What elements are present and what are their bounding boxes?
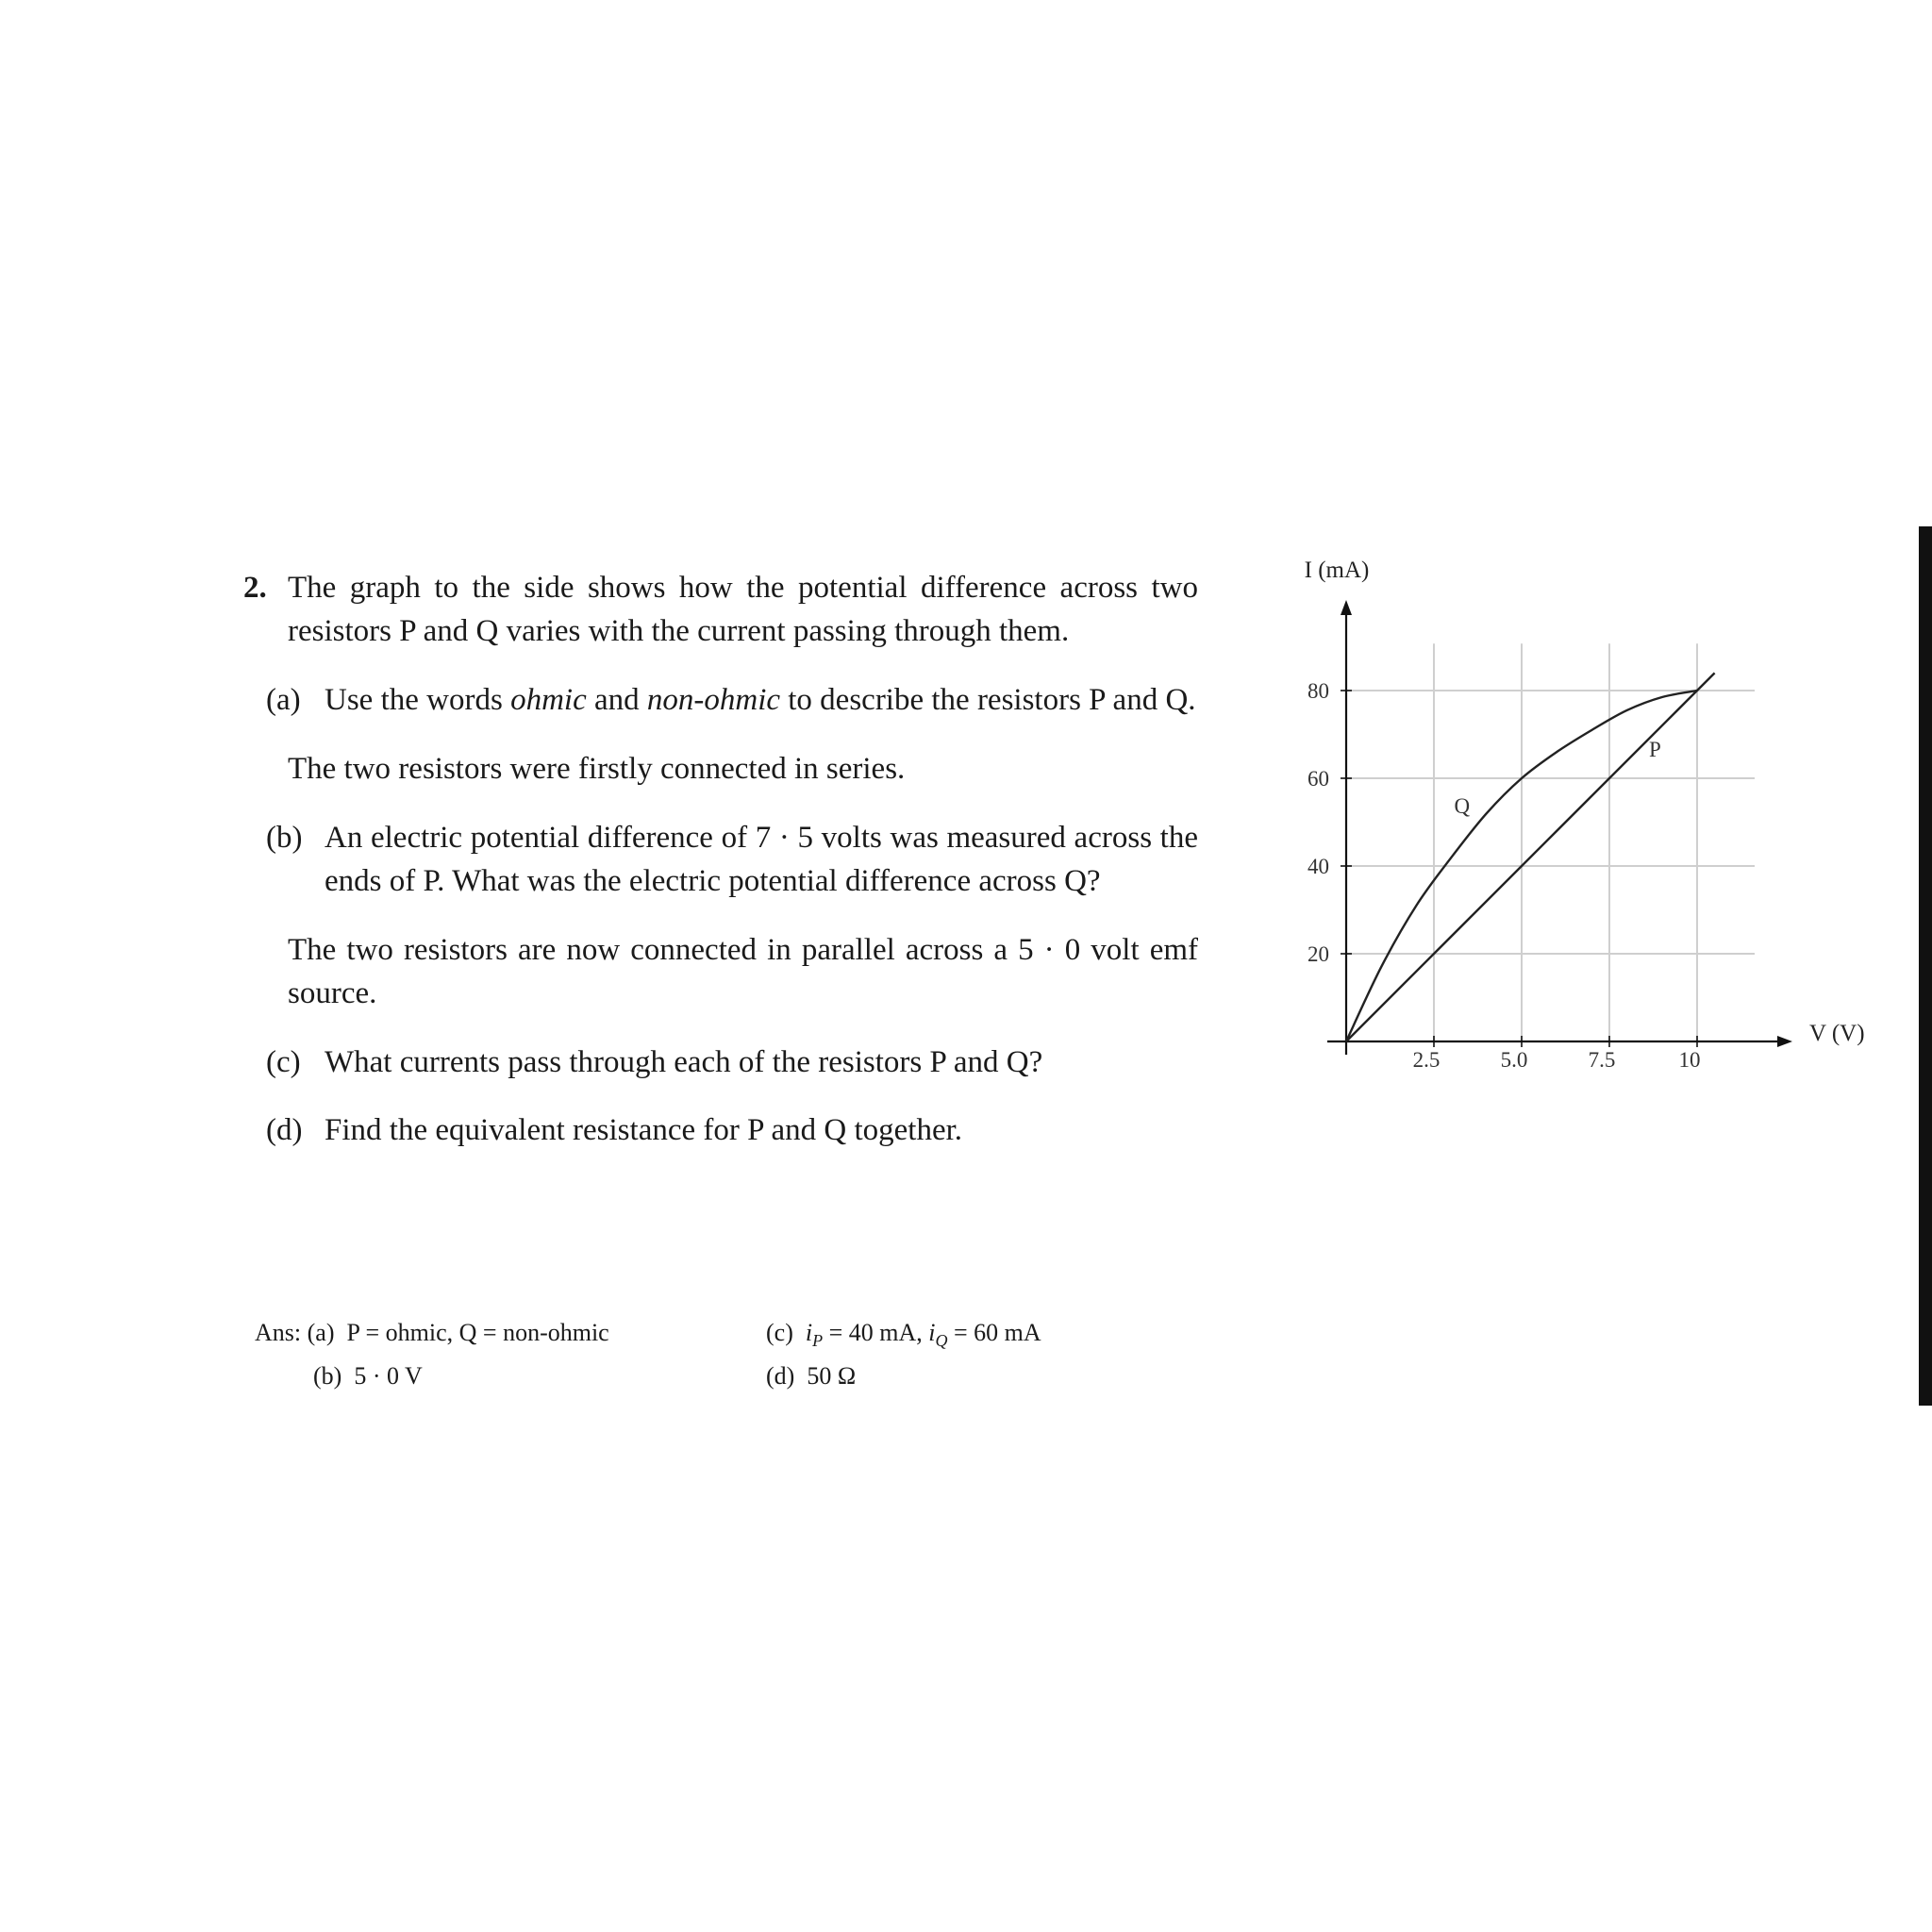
- series-line-p: [1346, 673, 1715, 1041]
- curve-label-p: P: [1648, 737, 1661, 761]
- term-ohmic: ohmic: [510, 683, 587, 717]
- y-tick-label: 60: [1307, 767, 1329, 791]
- series-statement: The two resistors were firstly connected in series.: [288, 752, 906, 786]
- x-tick-label: 7.5: [1588, 1048, 1616, 1072]
- y-tick-label: 20: [1307, 942, 1329, 966]
- y-tick-label: 40: [1307, 855, 1329, 878]
- part-b-label: (b): [266, 821, 303, 855]
- part-b-text: An electric potential difference of 7 · 5 volts was measured across the ends of P. What was the electric potential difference across Q?: [325, 821, 1198, 898]
- term-non-ohmic: non-ohmic: [646, 683, 781, 717]
- question-number: 2.: [243, 571, 267, 605]
- iv-graph: [1255, 547, 1877, 1094]
- curve-label-q: Q: [1454, 794, 1471, 819]
- answer-b: (b) 5 · 0 V: [313, 1362, 423, 1390]
- part-b: [266, 816, 1198, 903]
- y-tick-label: 80: [1307, 679, 1329, 703]
- answer-c: (c) $i_P = 40$ mA, $i_Q = 60$ mA: [766, 1319, 1041, 1351]
- answers-prefix: Ans:: [255, 1319, 302, 1346]
- x-tick-label: 5.0: [1500, 1048, 1528, 1072]
- part-c-label: (c): [266, 1045, 301, 1079]
- part-d-text: Find the equivalent resistance for P and Q together.: [325, 1113, 963, 1147]
- part-d: [266, 1108, 1198, 1152]
- x-axis-arrow: [1777, 1036, 1792, 1047]
- question-intro: The graph to the side shows how the potential difference across two resistors P and Q varies with the current passing through them.: [288, 571, 1198, 648]
- part-a-label: (a): [266, 683, 301, 717]
- series-group: [1346, 673, 1715, 1041]
- y-axis-label: I (mA): [1304, 558, 1370, 583]
- x-tick-label: 10: [1678, 1048, 1701, 1072]
- x-tick-label: 2.5: [1412, 1048, 1441, 1072]
- answer-d: (d) 50 Ω: [766, 1362, 857, 1390]
- scrollbar[interactable]: [1919, 526, 1932, 1406]
- part-c: [266, 1041, 1198, 1084]
- answer-a: Ans: (a) P = ohmic, Q = non-ohmic: [255, 1319, 609, 1346]
- part-a: (a) Use the words ohmic and non-ohmic to describe the resistors P and Q.: [325, 678, 1198, 722]
- y-axis-arrow: [1341, 600, 1352, 615]
- part-c-text: What currents pass through each of the resistors P and Q?: [325, 1045, 1043, 1079]
- x-axis-label: V (V): [1809, 1021, 1865, 1046]
- question-block: [243, 566, 1198, 1152]
- parallel-statement: The two resistors are now connected in parallel across a 5 · 0 volt emf source.: [288, 933, 1198, 1010]
- part-d-label: (d): [266, 1113, 303, 1147]
